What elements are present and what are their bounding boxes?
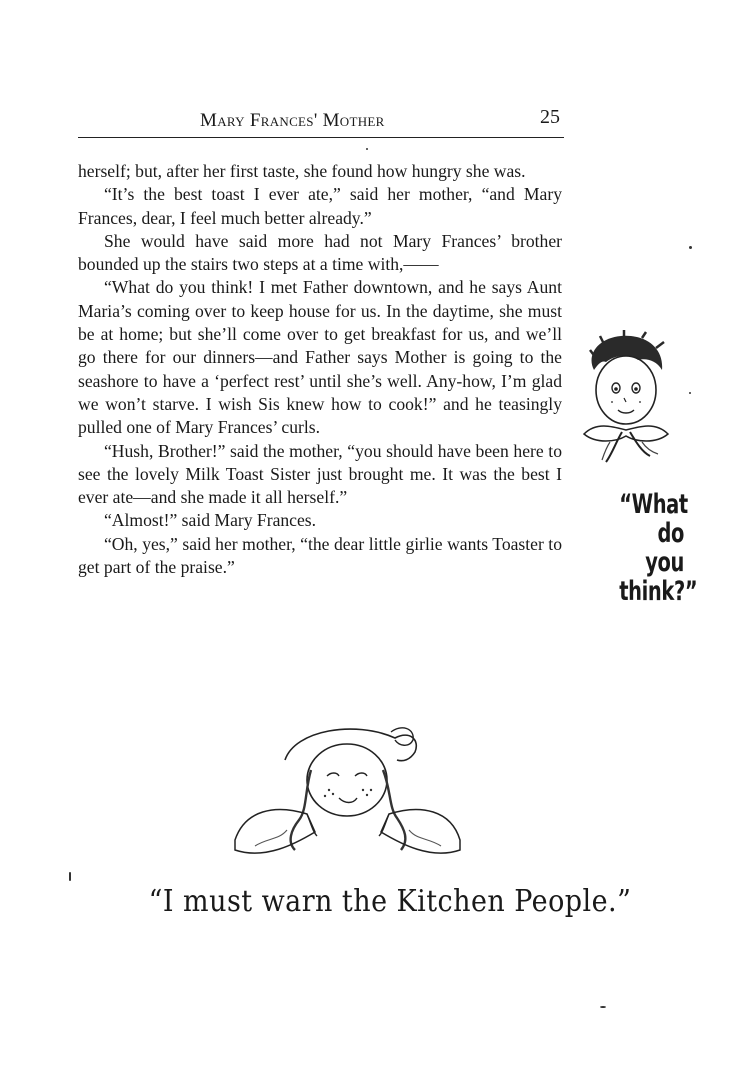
paragraph: “Oh, yes,” said her mother, “the dear little girlie wants Toaster to get part of the praise.” xyxy=(78,533,562,578)
paragraph: herself; but, after her first taste, she found how hungry she was. xyxy=(78,161,526,181)
page-number: 25 xyxy=(540,106,560,128)
paragraph: “It’s the best toast I ever ate,” said her mother, “and Mary Frances, dear, I feel much better already.” xyxy=(78,184,562,228)
paragraph: “Hush, Brother!” said the mother, “you should have been here to see the lovely Milk Toast Sister just brought me. It was the best I ever ate—and she made it all herself.” xyxy=(78,440,562,508)
scan-speck xyxy=(69,872,71,881)
scan-speck xyxy=(600,1006,606,1008)
side-caption xyxy=(619,489,698,607)
page-header xyxy=(78,106,564,134)
side-caption-line: do xyxy=(657,518,684,549)
scan-speck xyxy=(689,246,692,249)
body-text xyxy=(78,160,562,579)
side-caption-line: think?” xyxy=(619,576,698,607)
boy-illustration xyxy=(576,330,676,480)
side-caption-line: you xyxy=(645,547,684,578)
scan-speck xyxy=(366,148,368,150)
bottom-caption: “I must warn the Kitchen People.” xyxy=(148,884,632,919)
paragraph: “What do you think! I met Father downtown, and he says Aunt Maria’s coming over to keep house for us. In the daytime, she must be at home; but she’ll come over to get breakfast for us, and we’ll go there for our dinners—and Father says Mother is going to the seashore to have a ‘perfect rest’ until she’s well. Any-how, I’m glad we won’t starve. I wish Sis knew how to cook!” and he teasingly pulled one of Mary Frances’ curls. xyxy=(78,277,562,438)
side-caption-line: “What xyxy=(619,489,688,520)
scan-speck xyxy=(689,392,691,394)
running-head: Mary Frances' Mother xyxy=(200,110,385,131)
paragraph: “Almost!” said Mary Frances. xyxy=(104,510,317,531)
header-rule xyxy=(78,137,564,138)
girl-illustration xyxy=(215,720,480,875)
paragraph: She would have said more had not Mary Frances’ brother bounded up the stairs two steps at a time with,—— xyxy=(78,230,562,275)
